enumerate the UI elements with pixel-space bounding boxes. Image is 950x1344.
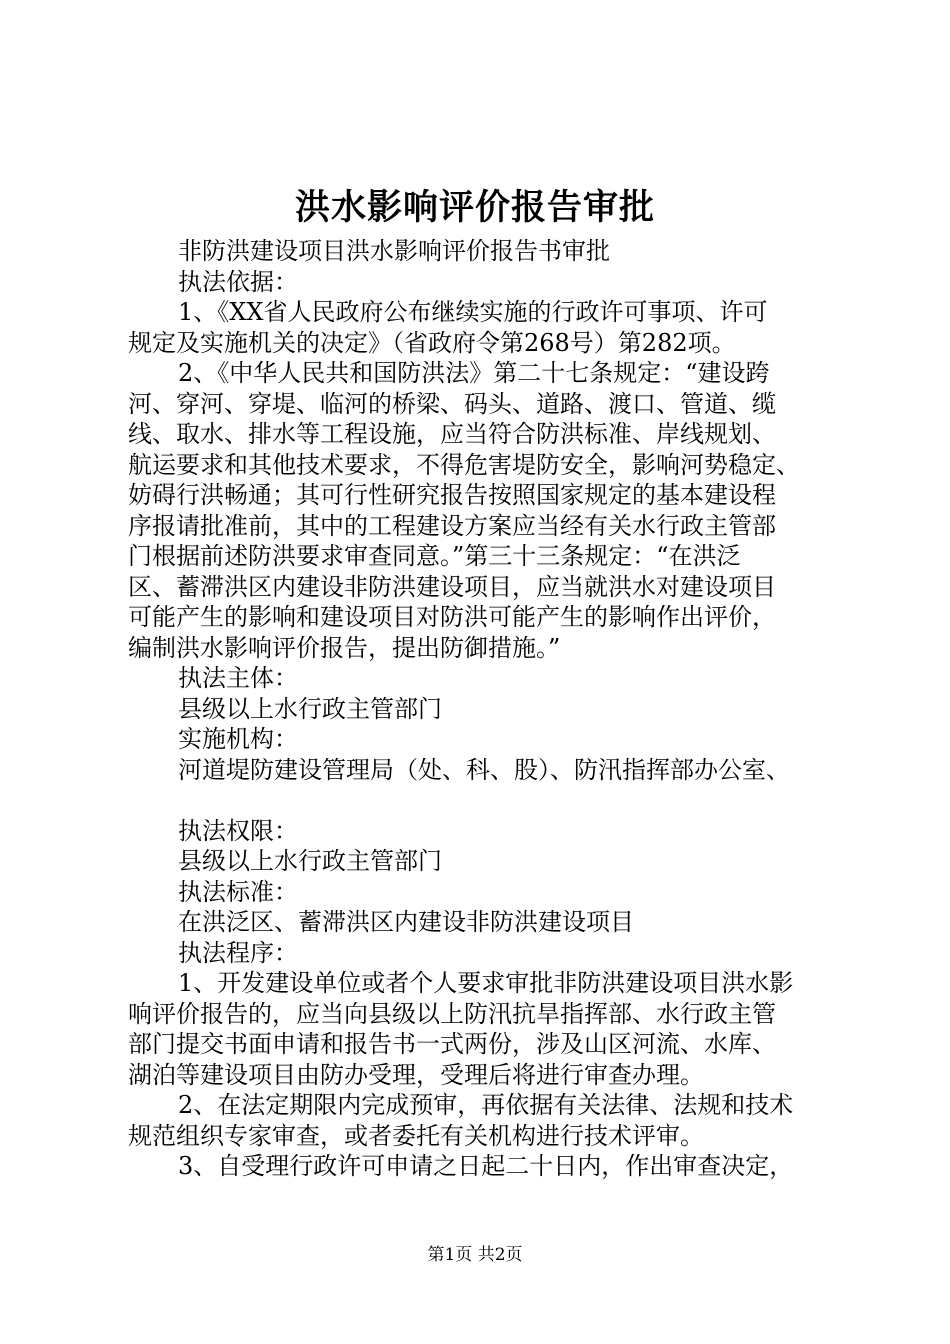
- page-footer: 第1页 共2页: [427, 1245, 523, 1265]
- document-body: [128, 236, 836, 1182]
- text-line: 县级以上水行政主管部门: [178, 847, 442, 875]
- text-line: 航运要求和其他技术要求，不得危害堤防安全，影响河势稳定、: [128, 450, 800, 479]
- text-line: 妨碍行洪畅通；其可行性研究报告按照国家规定的基本建设程: [128, 481, 776, 509]
- text-line: 执法主体：: [178, 664, 298, 692]
- text-line: 1、开发建设单位或者个人要求审批非防洪建设项目洪水影: [178, 969, 794, 997]
- text-line: 在洪泛区、蓄滞洪区内建设非防洪建设项目: [178, 908, 634, 936]
- text-line: 规范组织专家审查，或者委托有关机构进行技术评审。: [128, 1121, 704, 1150]
- text-line: 1、《XX省人民政府公布继续实施的行政许可事项、许可: [178, 298, 768, 326]
- text-line: 区、蓄滞洪区内建设非防洪建设项目，应当就洪水对建设项目: [128, 572, 776, 601]
- text-line: 执法依据：: [178, 267, 298, 296]
- document-title: 洪水影响评价报告审批: [294, 187, 655, 228]
- text-line: 河、穿河、穿堤、临河的桥梁、码头、道路、渡口、管道、缆: [128, 389, 776, 418]
- text-line: 2、在法定期限内完成预审，再依据有关法律、法规和技术: [178, 1091, 794, 1119]
- text-line: 规定及实施机关的决定》（省政府令第268号）第282项。: [128, 328, 736, 357]
- text-line: 2、《中华人民共和国防洪法》第二十七条规定：“建设跨: [178, 359, 770, 387]
- text-line: 响评价报告的，应当向县级以上防汛抗旱指挥部、水行政主管: [128, 999, 776, 1028]
- text-line: 非防洪建设项目洪水影响评价报告书审批: [178, 237, 610, 265]
- text-line: 执法权限：: [178, 816, 298, 845]
- text-line: 部门提交书面申请和报告书一式两份，涉及山区河流、水库、: [128, 1030, 776, 1058]
- text-line: 3、自受理行政许可申请之日起二十日内，作出审查决定，: [178, 1152, 794, 1180]
- text-line: 线、取水、排水等工程设施，应当符合防洪标准、岸线规划、: [128, 420, 776, 448]
- text-line: 可能产生的影响和建设项目对防洪可能产生的影响作出评价，: [128, 603, 776, 631]
- text-line: 执法程序：: [178, 938, 298, 967]
- text-line: 门根据前述防洪要求审查同意。”第三十三条规定：“在洪泛: [128, 542, 741, 570]
- text-line: 执法标准：: [178, 877, 298, 906]
- text-line: 序报请批准前，其中的工程建设方案应当经有关水行政主管部: [128, 511, 776, 540]
- text-line: 编制洪水影响评价报告，提出防御措施。”: [128, 633, 561, 662]
- text-line: 湖泊等建设项目由防办受理，受理后将进行审查办理。: [128, 1060, 704, 1089]
- text-line: 河道堤防建设管理局（处、科、股）、防汛指挥部办公室、: [178, 755, 790, 784]
- text-line: 县级以上水行政主管部门: [178, 694, 442, 723]
- blank-line: [128, 785, 836, 816]
- text-line: 实施机构：: [178, 725, 298, 753]
